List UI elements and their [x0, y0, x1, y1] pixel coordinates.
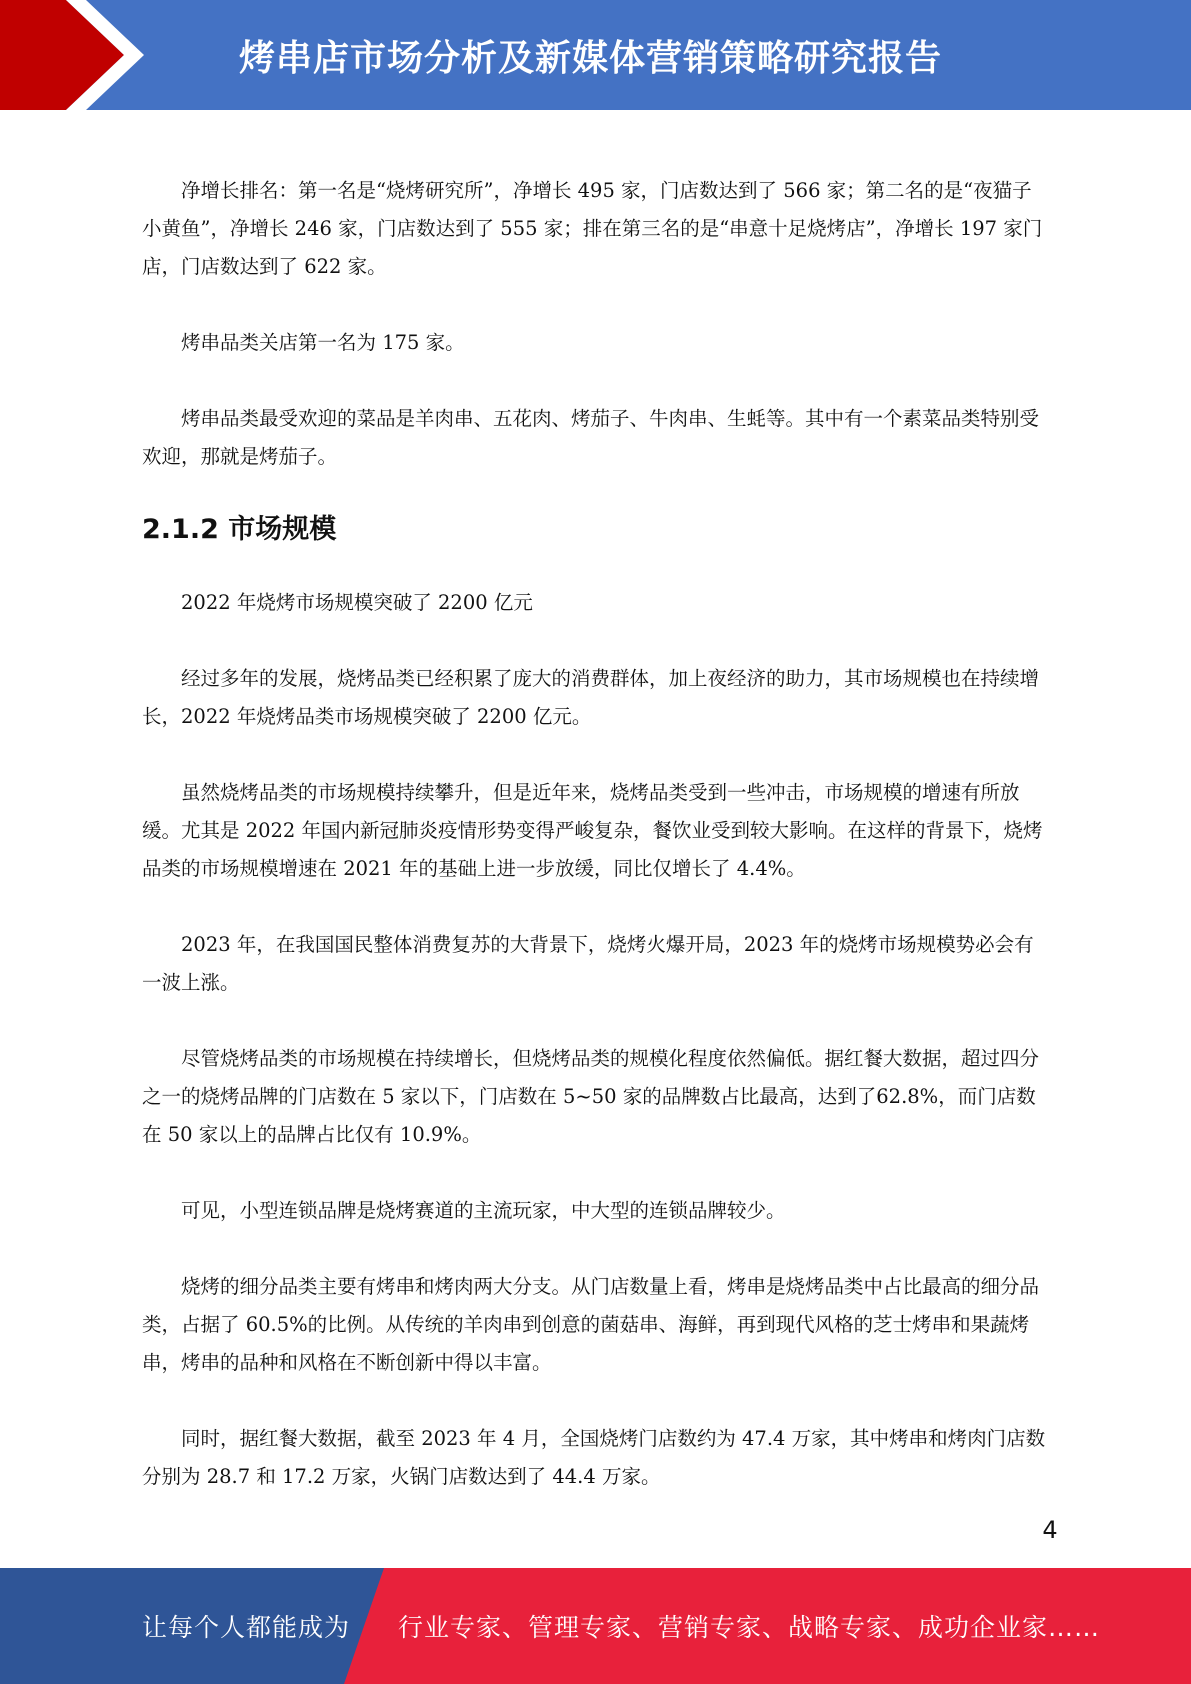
paragraph-market-growth: 经过多年的发展，烧烤品类已经积累了庞大的消费群体，加上夜经济的助力，其市场规模也在持续增长，2022 年烧烤品类市场规模突破了 2200 亿元。 — [142, 667, 1040, 728]
paragraph-growth-slowdown: 虽然烧烤品类的市场规模持续攀升，但是近年来，烧烤品类受到一些冲击，市场规模的增速有所放缓。尤其是 2022 年国内新冠肺炎疫情形势变得严峻复杂，餐饮业受到较大影响。在这样的背景下，烧烤品类的市场规模增速在 2021 年的基础上进一步放缓，同比仅增长了 4.4%。 — [142, 781, 1043, 880]
paragraph-net-growth-ranking: 净增长排名：第一名是“烧烤研究所”，净增长 495 家，门店数达到了 566 家；第二名的是“夜猫子小黄鱼”，净增长 246 家，门店数达到了 555 家；排在第三名的是“串意十足烧烤店”，净增长 197 家门店，门店数达到了 622 家。 — [142, 179, 1043, 278]
paragraph-market-size-headline: 2022 年烧烤市场规模突破了 2200 亿元 — [181, 591, 533, 614]
paragraph-subcategories: 烧烤的细分品类主要有烤串和烤肉两大分支。从门店数量上看，烤串是烧烤品类中占比最高的细分品类，占据了 60.5%的比例。从传统的羊肉串到创意的菌菇串、海鲜，再到现代风格的芝士烤串和果蔬烤串，烤串的品种和风格在不断创新中得以丰富。 — [142, 1275, 1040, 1374]
header-banner — [0, 0, 1191, 110]
section-heading: 2.1.2 市场规模 — [142, 514, 337, 545]
paragraph-2023-outlook: 2023 年，在我国国民整体消费复苏的大背景下，烧烤火爆开局，2023 年的烧烤市场规模势必会有一波上涨。 — [142, 933, 1034, 994]
page-body — [142, 172, 1047, 1534]
footer-slogan-right: 行业专家、管理专家、营销专家、战略专家、成功企业家…… — [398, 1613, 1101, 1642]
footer-banner — [0, 1568, 1191, 1684]
red-chevron-decoration — [0, 0, 150, 110]
paragraph-closures: 烤串品类关店第一名为 175 家。 — [181, 331, 465, 354]
paragraph-brand-scale: 尽管烧烤品类的市场规模在持续增长，但烧烤品类的规模化程度依然偏低。据红餐大数据，超过四分之一的烧烤品牌的门店数在 5 家以下，门店数在 5~50 家的品牌数占比最高，达到了62.8%，而门店数在 50 家以上的品牌占比仅有 10.9%。 — [142, 1047, 1040, 1146]
paragraph-small-chains: 可见，小型连锁品牌是烧烤赛道的主流玩家，中大型的连锁品牌较少。 — [181, 1199, 786, 1222]
footer-slogan-left: 让每个人都能成为 — [142, 1613, 351, 1642]
paragraph-popular-dishes: 烤串品类最受欢迎的菜品是羊肉串、五花肉、烤茄子、牛肉串、生蚝等。其中有一个素菜品类特别受欢迎，那就是烤茄子。 — [142, 407, 1040, 468]
page-number: 4 — [1042, 1516, 1058, 1544]
paragraph-store-counts: 同时，据红餐大数据，截至 2023 年 4 月，全国烧烤门店数约为 47.4 万家，其中烤串和烤肉门店数分别为 28.7 和 17.2 万家，火锅门店数达到了 44.4 万家。 — [142, 1427, 1046, 1488]
report-title: 烤串店市场分析及新媒体营销策略研究报告 — [238, 37, 942, 79]
